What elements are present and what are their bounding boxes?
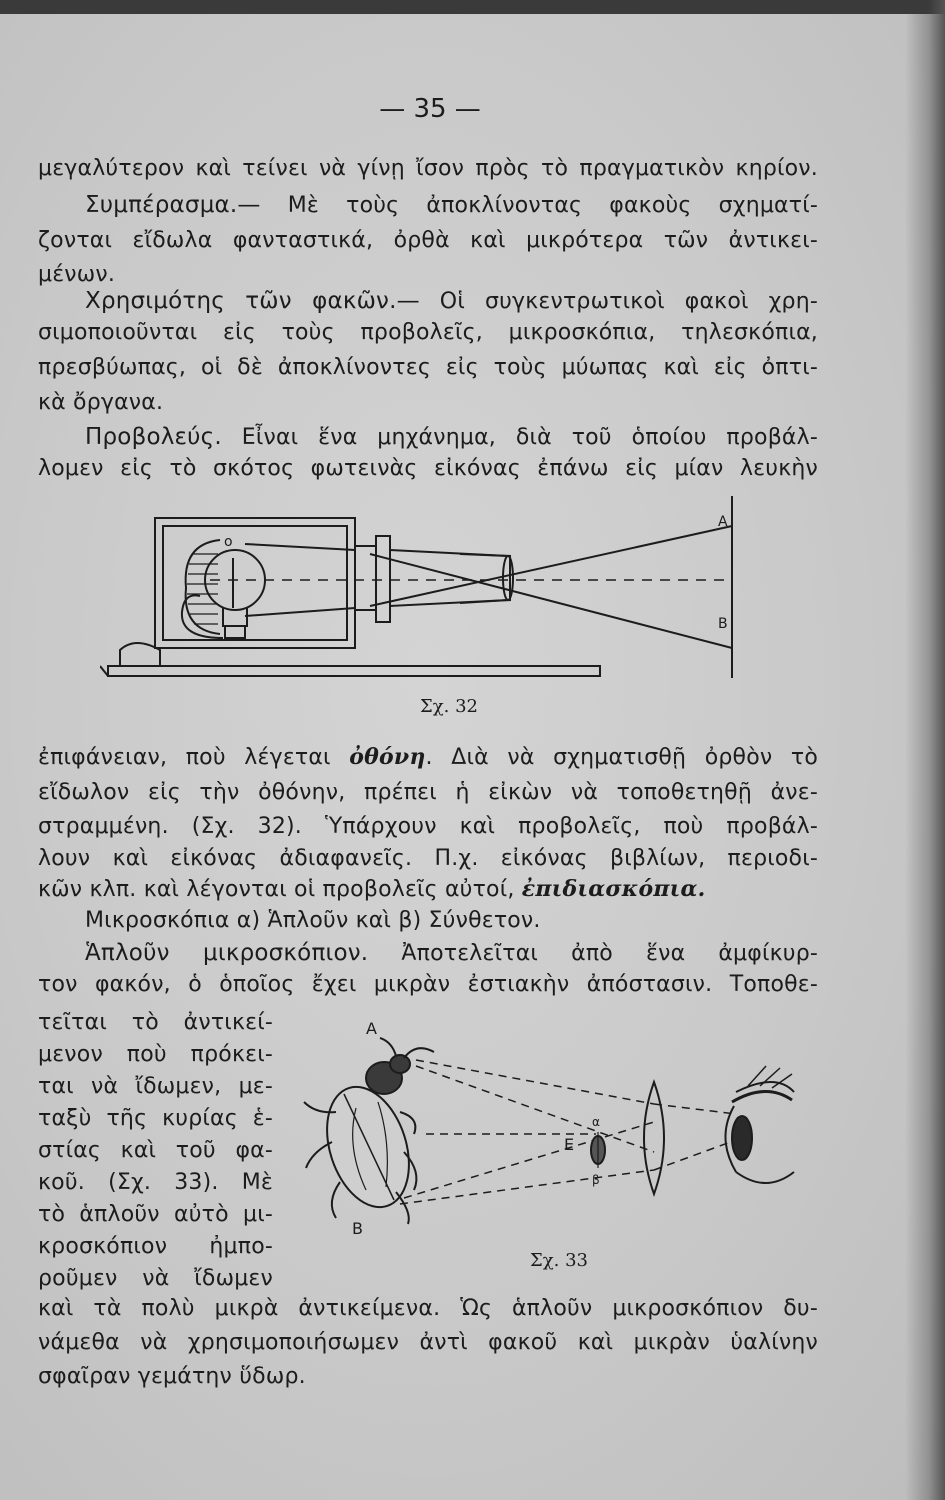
label-a: A bbox=[718, 514, 728, 530]
text-span: Εἶναι ἕνα μηχάνημα, διὰ τοῦ ὁποίου προβάλ- bbox=[241, 425, 818, 450]
figure-32-caption: Σχ. 32 bbox=[420, 696, 478, 717]
text-line: σιμοποιοῦνται εἰς τοὺς προβολεῖς, μικροσκόπια, τηλεσκόπια, bbox=[38, 320, 818, 345]
text-line-narrow: στίας καὶ τοῦ φα- bbox=[38, 1138, 273, 1163]
conclusion-paragraph bbox=[85, 192, 818, 218]
term-othoni: ὀθόνη bbox=[349, 744, 426, 770]
label-A: Α bbox=[366, 1022, 377, 1038]
label-beta: β bbox=[592, 1173, 600, 1187]
text-line: εἴδωλον εἰς τὴν ὀθόνην, πρέπει ἡ εἰκὼν νὰ τοποθετηθῇ ἀνε- bbox=[38, 780, 818, 805]
bulb-base bbox=[225, 626, 245, 638]
projector-paragraph bbox=[85, 424, 818, 450]
screen-paragraph bbox=[38, 744, 818, 770]
figure-33-caption: Σχ. 33 bbox=[530, 1250, 588, 1271]
text-span: . Διὰ νὰ σχηματισθῇ ὀρθὸν τὸ bbox=[425, 745, 818, 770]
text-span: ἐπιφάνειαν, ποὺ λέγεται bbox=[38, 745, 331, 770]
convex-lens bbox=[644, 1082, 664, 1194]
beetle-object bbox=[304, 1038, 434, 1224]
scan-top-edge bbox=[0, 0, 945, 14]
antenna bbox=[380, 1038, 396, 1056]
label-E: Ε bbox=[564, 1135, 575, 1154]
section-heading-simple-microscope: Ἁπλοῦν μικροσκόπιον. bbox=[85, 940, 369, 966]
text-line: λομεν εἰς τὸ σκότος φωτεινὰς εἰκόνας ἐπάνω εἰς μίαν λευκὴν bbox=[38, 456, 818, 481]
text-line: τον φακόν, ὁ ὁποῖος ἔχει μικρὰν ἐστιακὴν ἀπόστασιν. Τοποθε- bbox=[38, 972, 818, 997]
rays bbox=[400, 1060, 736, 1204]
lamp-cable bbox=[182, 595, 223, 638]
text-line-narrow: τεῖται τὸ ἀντικεί- bbox=[38, 1010, 273, 1035]
text-line: νάμεθα νὰ χρησιμοποιήσωμεν ἀντὶ φακοῦ καὶ μικρὰν ὑαλίνην bbox=[38, 1330, 818, 1355]
projector-diagram bbox=[100, 488, 760, 688]
text-span: Ἀποτελεῖται ἀπὸ ἕνα ἀμφίκυρ- bbox=[401, 941, 818, 966]
text-line-narrow: ροῦμεν νὰ ἴδωμεν bbox=[38, 1266, 273, 1291]
light-cone-top bbox=[245, 544, 355, 550]
ray-to-a bbox=[370, 526, 732, 606]
section-heading-conclusion: Συμπέρασμα.— bbox=[85, 192, 261, 218]
real-small-object bbox=[591, 1132, 605, 1168]
term-epidiaskopia: ἐπιδιασκόπια. bbox=[521, 876, 706, 902]
section-heading-projector: Προβολεύς. bbox=[85, 424, 222, 450]
text-span: κῶν κλπ. καὶ λέγονται οἱ προβολεῖς αὐτοί, bbox=[38, 877, 515, 902]
base-edge bbox=[100, 666, 108, 676]
text-line: καὶ τὰ πολὺ μικρὰ ἀντικείμενα. Ὡς ἁπλοῦν μικροσκόπιον δυ- bbox=[38, 1296, 818, 1321]
text-line-narrow: τὸ ἁπλοῦν αὐτὸ μι- bbox=[38, 1202, 273, 1227]
text-line: ζονται εἴδωλα φανταστικά, ὀρθὰ καὶ μικρότερα τῶν ἀντικει- bbox=[38, 228, 818, 253]
text-span: Μὲ τοὺς ἀποκλίνοντας φακοὺς σχηματί- bbox=[287, 193, 818, 218]
text-line: μεγαλύτερον καὶ τείνει νὰ γίνῃ ἴσον πρὸς τὸ πραγματικὸν κηρίον. bbox=[38, 156, 818, 181]
text-line-narrow: ταξὺ τῆς κυρίας ἑ- bbox=[38, 1106, 273, 1131]
text-line-narrow: κοῦ. (Σχ. 33). Μὲ bbox=[38, 1170, 273, 1195]
text-span: Οἱ συγκεντρωτικοὶ φακοὶ χρη- bbox=[439, 289, 818, 314]
text-line-with-term bbox=[38, 876, 705, 902]
text-line-narrow: κροσκόπιον ἠμπο- bbox=[38, 1234, 273, 1259]
text-line: πρεσβύωπας, οἱ δὲ ἀποκλίνοντες εἰς τοὺς μύωπας καὶ εἰς ὀπτι- bbox=[38, 355, 818, 380]
simple-microscope-paragraph bbox=[85, 940, 818, 966]
text-line-narrow: μενον ποὺ πρόκει- bbox=[38, 1042, 273, 1067]
label-B: Β bbox=[352, 1219, 363, 1238]
text-line: στραμμένη. (Σχ. 32). Ὑπάρχουν καὶ προβολεῖς, ποὺ προβάλ- bbox=[38, 814, 818, 839]
text-line: σφαῖραν γεμάτην ὕδωρ. bbox=[38, 1364, 306, 1389]
light-cone-bottom bbox=[245, 608, 355, 616]
projector-base bbox=[108, 666, 600, 676]
microscopes-heading: Μικροσκόπια α) Ἁπλοῦν καὶ β) Σύνθετον. bbox=[85, 908, 541, 933]
text-line-narrow: ται νὰ ἴδωμεν, με- bbox=[38, 1074, 273, 1099]
label-alpha: α bbox=[592, 1115, 600, 1129]
ray-to-b bbox=[370, 554, 732, 648]
text-line: μένων. bbox=[38, 262, 116, 287]
page-number: — 35 — bbox=[379, 94, 481, 124]
antenna bbox=[404, 1048, 434, 1058]
objective-lens bbox=[503, 556, 513, 600]
slide-holder bbox=[376, 536, 390, 622]
scan-right-edge bbox=[905, 0, 945, 1500]
magnifier-diagram bbox=[296, 1022, 796, 1242]
text-line: κὰ ὄργανα. bbox=[38, 390, 164, 415]
usefulness-paragraph bbox=[85, 288, 818, 314]
section-heading-usefulness: Χρησιμότης τῶν φακῶν.— bbox=[85, 288, 420, 314]
label-o: o bbox=[224, 534, 233, 550]
label-b: B bbox=[718, 616, 728, 632]
housing-inner bbox=[163, 526, 347, 640]
reflector-hatching bbox=[187, 554, 218, 624]
observer-eye bbox=[725, 1066, 794, 1183]
text-line: λουν καὶ εἰκόνας ἀδιαφανεῖς. Π.χ. εἰκόνας βιβλίων, περιοδι- bbox=[38, 846, 818, 871]
